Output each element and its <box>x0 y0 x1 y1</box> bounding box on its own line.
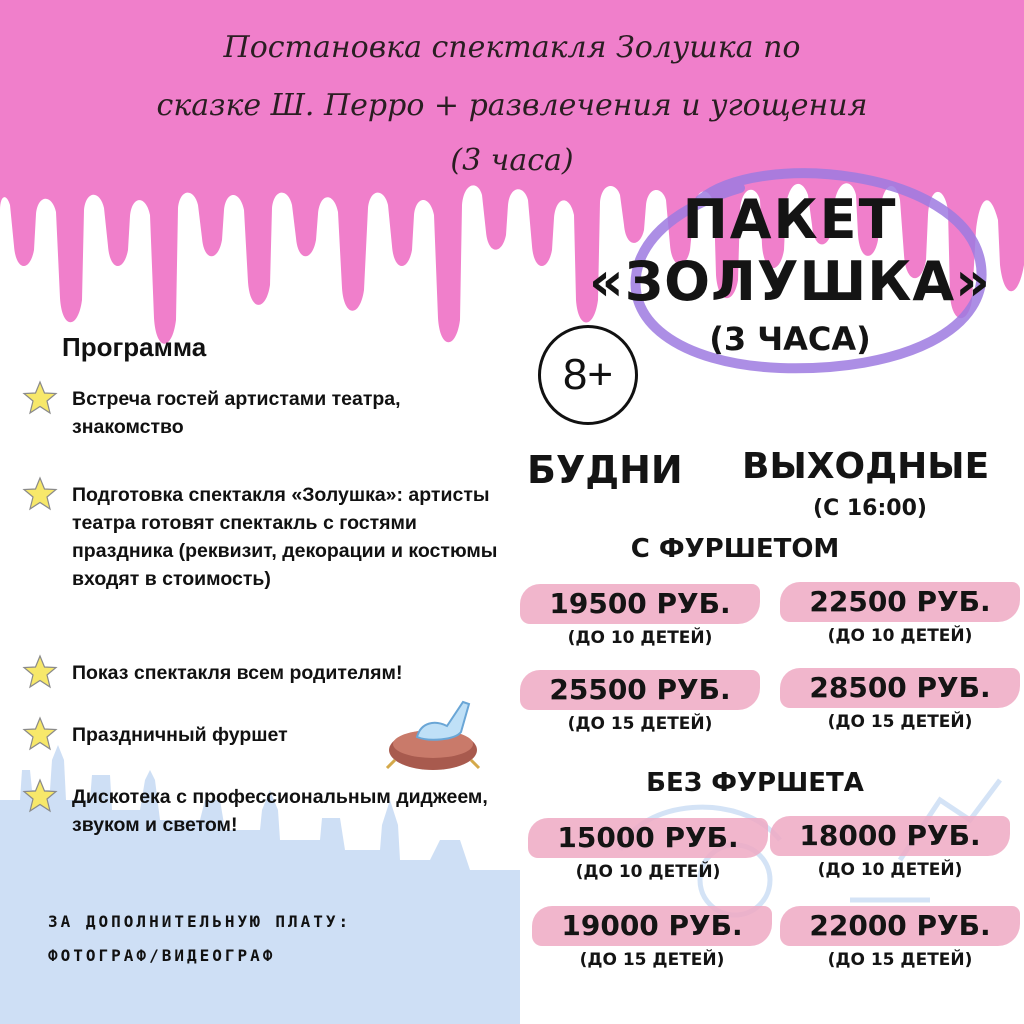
price-amount: 25500 РУБ. <box>549 673 731 706</box>
header-line-2: сказке Ш. Перро + развлечения и угощения <box>156 88 868 123</box>
price-amount: 19000 РУБ. <box>561 909 743 942</box>
program-item-text: Показ спектакля всем родителям! <box>72 662 403 684</box>
program-item-text: Встреча гостей артистами театра, знакомство <box>72 388 401 438</box>
package-title-line-2: «ЗОЛУШКА» <box>588 250 992 313</box>
program-item <box>22 380 517 450</box>
header-line-3: (3 часа) <box>450 143 574 178</box>
price-note: (ДО 15 ДЕТЕЙ) <box>827 950 973 970</box>
weekends-heading: ВЫХОДНЫЕ <box>742 446 990 487</box>
price-note: (ДО 10 ДЕТЕЙ) <box>817 860 963 880</box>
extra-fee-items: ФОТОГРАФ/ВИДЕОГРАФ <box>48 946 276 965</box>
price-card <box>780 578 1020 646</box>
program-item-text: Дискотека с профессиональным диджеем, звуком и светом! <box>72 786 488 836</box>
price-note: (ДО 15 ДЕТЕЙ) <box>579 950 725 970</box>
package-title-line-1: ПАКЕТ <box>682 188 898 251</box>
price-amount: 28500 РУБ. <box>809 671 991 704</box>
program-title: Программа <box>62 332 207 362</box>
price-amount: 22500 РУБ. <box>809 585 991 618</box>
price-amount: 19500 РУБ. <box>549 587 731 620</box>
price-card <box>780 902 1020 970</box>
price-note: (ДО 10 ДЕТЕЙ) <box>567 628 713 648</box>
weekends-note: (С 16:00) <box>813 496 927 521</box>
extra-fee-label: ЗА ДОПОЛНИТЕЛЬНУЮ ПЛАТУ: <box>48 912 352 931</box>
price-card <box>532 902 772 970</box>
price-amount: 22000 РУБ. <box>809 909 991 942</box>
star-icon <box>22 380 58 416</box>
price-card <box>520 580 760 648</box>
program-item <box>22 476 517 626</box>
program-item <box>22 778 517 848</box>
program-item-text: Праздничный фуршет <box>72 724 288 746</box>
price-note: (ДО 15 ДЕТЕЙ) <box>567 714 713 734</box>
price-note: (ДО 15 ДЕТЕЙ) <box>827 712 973 732</box>
slipper-pillow-illustration <box>385 682 485 777</box>
age-badge: 8+ <box>538 325 638 425</box>
price-card <box>528 814 768 882</box>
star-icon <box>22 778 58 814</box>
price-card <box>780 664 1020 732</box>
header-line-1: Постановка спектакля Золушка по <box>223 30 801 65</box>
price-card <box>770 812 1010 880</box>
price-note: (ДО 10 ДЕТЕЙ) <box>575 862 721 882</box>
price-note: (ДО 10 ДЕТЕЙ) <box>827 626 973 646</box>
package-subtitle: (3 ЧАСА) <box>709 320 871 358</box>
with-buffet-heading: С ФУРШЕТОМ <box>630 534 840 564</box>
star-icon <box>22 716 58 752</box>
program-item-text: Подготовка спектакля «Золушка»: артисты театра готовят спектакль с гостями праздника (реквизит, декорации и костюмы входят в стоимость) <box>72 484 498 590</box>
star-icon <box>22 476 58 512</box>
weekdays-heading: БУДНИ <box>527 448 683 492</box>
price-amount: 15000 РУБ. <box>557 821 739 854</box>
price-card <box>520 666 760 734</box>
price-amount: 18000 РУБ. <box>799 819 981 852</box>
star-icon <box>22 654 58 690</box>
without-buffet-heading: БЕЗ ФУРШЕТА <box>646 768 864 798</box>
